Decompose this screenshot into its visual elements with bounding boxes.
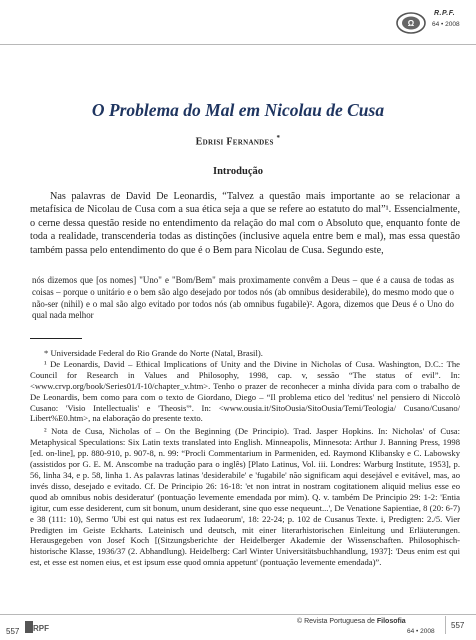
footer-journal-logo-icon [24,619,50,635]
footer-page-number-left: 557 [6,627,20,636]
footer-page-number-right: 557 [451,621,465,630]
author-name: Edrisi Fernandes [195,136,274,148]
header-journal-abbrev: R.P.F. [434,10,456,17]
article-title: O Problema do Mal em Nicolau de Cusa [91,100,385,120]
section-heading: Introdução [213,166,263,177]
header-issue: 64 • 2008 [432,21,460,28]
article-author [0,134,476,147]
author-footnote-mark: * [276,134,281,142]
quote-text: nós dizemos que [os nomes] "Uno" e "Bom/Bem" mais proximamente convêm a Deus – que é a causa de todas as coisas – porque o unitário e o bem são algo desejado por todos nós (ab omnibus desiderabile), do mesmo modo que o não-ser (nihil) e o mal são algo evitado por todos nós (ab omnibus fugabile)². Agora, dizemos que Deus é o Uno do qual nada melhor [32,275,454,321]
footnote-separator [30,338,82,339]
footer-issue: 64 • 2008 [407,628,435,635]
footer-journal-name [297,618,406,625]
header-rule [0,44,476,45]
footnote-1: ¹ De Leonardis, David – Ethical Implications of Unity and the Divine in Nicholas of Cusa. Washington, D.C.: The Council for Research in Values and Philosophy, 1998, cap. v, sessão “The status of evil”. In: <www.crvp.org/book/Series01/I-10/chapter_v.htm>. Tenho o prazer de reconhecer a minha dívida para com o trabalho de De Leonardis, bem como para com o texto de Giordano, Diego – “Il problema etico del 'reditus' nel pensiero di Niccolò Cusano: 'Visio Intellectualis' e 'Theosis'”. In: <www.ousia.it/SitoOusia/SitoOusia/Temi/Teologia/ Cusano/Cusano/ Libert%E0.htm>, na elaboração do presente texto. [30,358,460,424]
footer-journal-prefix: © Revista Portuguesa de [297,618,375,625]
footnote-affiliation: * Universidade Federal do Rio Grande do Norte (Natal, Brasil). [44,348,263,358]
footnotes [30,348,460,568]
block-quote [32,275,454,322]
svg-text:Ω: Ω [407,19,415,28]
footer-rule [0,614,476,615]
footer-divider [445,616,446,634]
journal-logo-icon [395,10,427,36]
footer-journal-bold: Filosofia [376,618,406,625]
svg-text:RPF: RPF [33,624,49,633]
body-paragraph: Nas palavras de David De Leonardis, “Talvez a questão mais importante ao se relacionar a metafísica de Nicolau de Cusa com a sua ética seja a que se refere ao estatuto do mal”¹. Essencialmente, o cerne dessa questão reside no entendimento da relação do mal com o Absoluto que, enquanto fonte de toda a realidade, transcenderia todas as distinções (inclusive aquela entre bem e mal), mas essa questão também passa pelo entendimento do que é o Bem para Nicolau de Cusa. Segundo este, [30,191,460,256]
footnote-2: ² Nota de Cusa, Nicholas of – On the Beginning (De Principio). Trad. Jasper Hopkins. In: Nicholas' of Cusa: Metaphysical Speculations: Six Latin texts translated into English. Minneapolis, Minnesota: Arthur J. Banning Press, 1998 [ed. on-line], pp. 880-910, p. 907-8, n. 99: “Procli Commentarium in Parmeniden, ed. Raymond Klibansky e C. Labowsky (assistidos por G. E. M. Anscombe na tradução para o inglês) [Plato Latinus, Vol. iii. Londres: Warburg Institute, 1953], p. 56, linha 34, e p. 58, linha 1. As palavras latinas 'desiderabile' e 'fugabile' não significam aqui desejável e evitável, mas, ao invés disso, desejado e evitado. Cf. De Principio 26: 16-18: 'et non intrat in nostram cogitationem aliquid melius esse eo quod ab omnibus nobis desideratur' (pontuação levemente emendada por mim). Q. v. também De Principio 29: 1-2: 'Entia igitur, cum esse desiderent, cum sit bonum, unum desiderant, sine quo esse nequeunt...', De Venatione Sapientiae, 8 (20: 6-7) e 38 (111: 10), Sermo 'Ubi est qui natus est rex Iudaeorum', 18: 22-24; p. 102 de Cusanus Texte. i, Predigten: 2./5. Vier Predigten im Geiste Eckharts. Lateinisch und deutsch, mit einer literarhistorischen Einleitung und Erläuterungen. Herausgegeben von Josef Koch [(Sitzungsberichte der Heidelberger Akademie der Wissenschaften. Philosophisch-historische Klasse, 1936/37 (2. Abhandlung). Heidelberg: Carl Winter Universitätsbuchhandlung, 1937]: 'Deus enim est qui est, et esse est nomen eius, et est ipsum esse quod omnia appetunt' (pontuação levemente emendada)”. [30,426,460,568]
body-text [30,190,460,257]
